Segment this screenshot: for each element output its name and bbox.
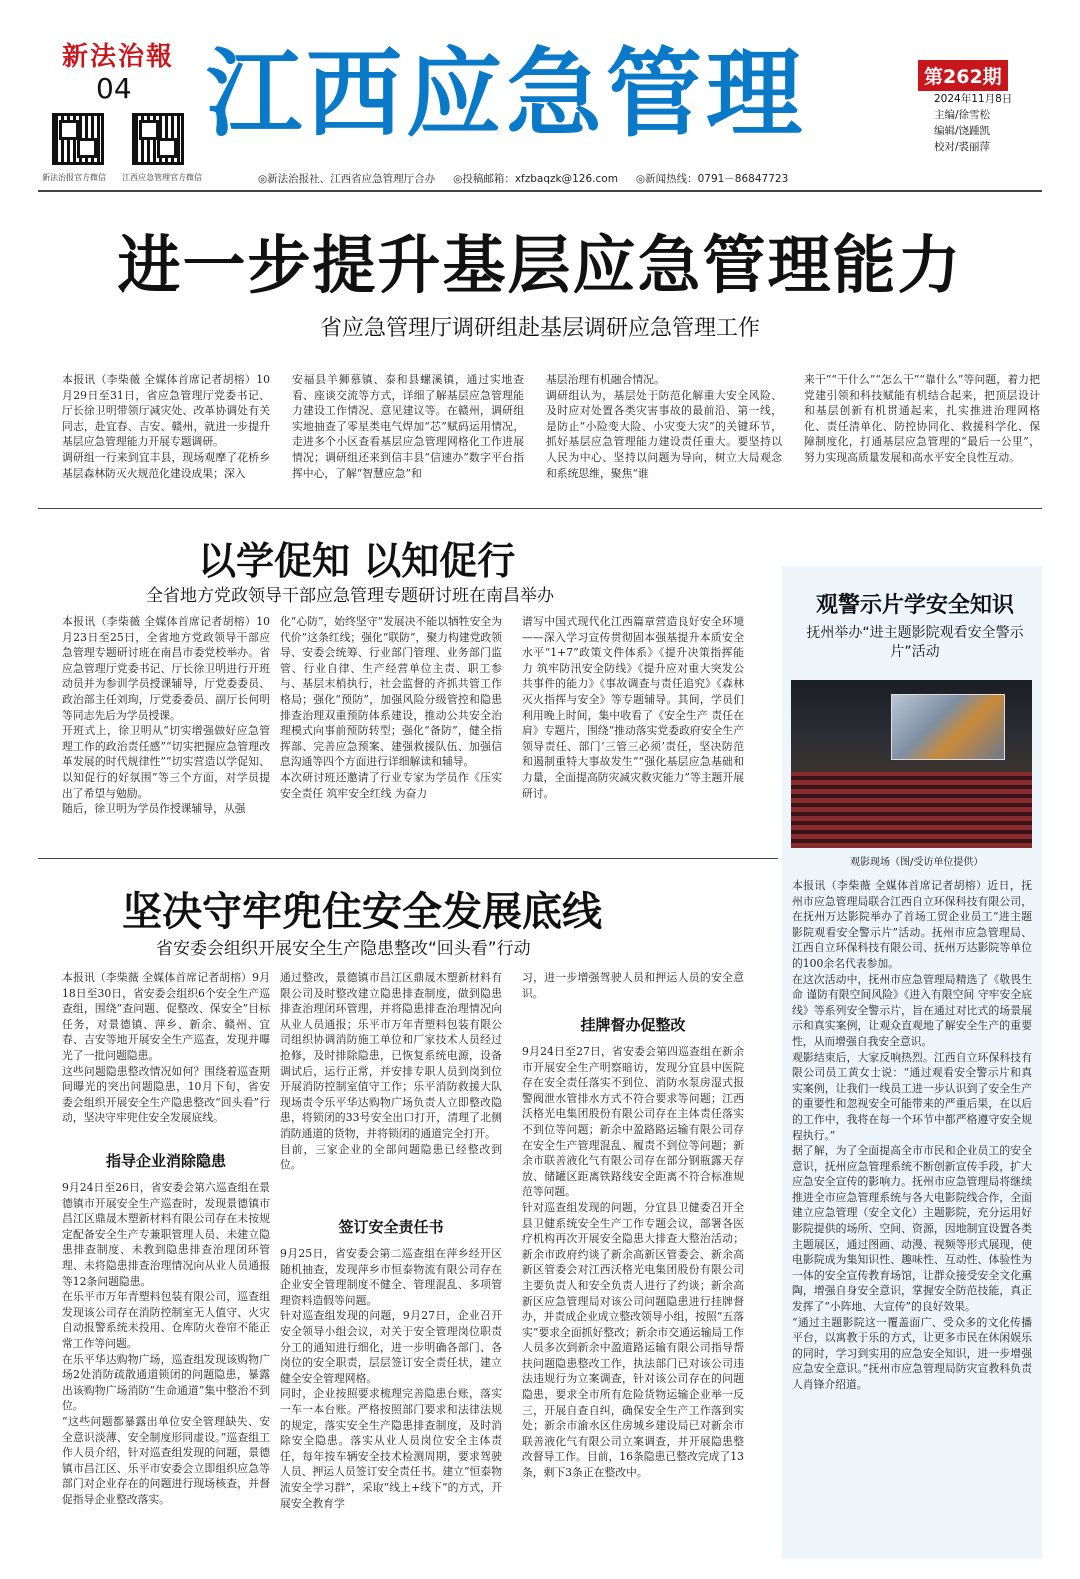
- section-heading: 签订安全责任书: [338, 1218, 444, 1236]
- paper-logo: 新法治報: [62, 42, 175, 72]
- qr-caption: 新法治报官方微信: [42, 173, 106, 182]
- info-email: ◎投稿邮箱：xfzbaqzk@126.com: [453, 173, 618, 185]
- qr-code-icon: [52, 113, 104, 165]
- issue-badge: 第262期: [918, 60, 1008, 91]
- article1-headline: 进一步提升基层应急管理能力: [117, 229, 963, 302]
- article1-column: 基层治理有机融合情况。 调研组认为，基层处于防范化解重大安全风险、及时应对处置各类灾害事故的最前沿、第一线，是防止“小险变大险、小灾变大灾”的关键环节，抓好基层应急管理能力建设责任重大。要坚持以人民为中心、坚持以问题为导向，树立大局观念和系统思维，聚焦“谁: [546, 373, 782, 480]
- article3-column: 通过整改，景德镇市昌江区鼎晟木塑新材料有限公司及时整改建立隐患排查制度，做到隐患排查治理闭环管理，并将隐患排查治理情况向从业人员通报；乐平市万年青塑料包装有限公司组织协调消防施工单位和厂家技术人员经过抢修，及时排除隐患，已恢复系统电源，设备调试后，运行正常，并安排专职人员到岗到位开展消防控制室值守工作；乐平消防救援大队现场责令乐平华达购物广场负责人立即整改隐患，将锁闭的33号安全出口打开，清理了北侧消防通道的货物，并将锁闭的通道完全打开。 目前，三家企业的全部问题隐患已经整改到位。: [280, 971, 502, 1172]
- article1-column: 安福县羊狮慕镇、泰和县螺溪镇，通过实地查看、座谈交流等方式，详细了解基层应急管理能力建设工作情况、意见建议等。在赣州，调研组实地抽查了零星类电气焊加“芯”赋码运用情况，走进多个小区查看基层应急管理网格化工作进展情况；调研组还来到信丰县“信速办”数字平台指挥中心，了解“智慧应急”和: [292, 373, 524, 480]
- article1-subhead: 省应急管理厅调研组赴基层调研应急管理工作: [319, 316, 760, 341]
- article3-headline: 坚决守牢兜住安全发展底线: [122, 888, 602, 935]
- cinema-screen: [891, 694, 1005, 760]
- section-divider: [38, 858, 778, 859]
- article1-column: 来干”“干什么”“怎么干”“靠什么”等问题，着力把党建引领和科技赋能有机结合起来，把顶层设计和基层创新有机贯通起来，扎实推进治理网格化、责任清单化、防控协同化、救援科学化、保障制度化，打通基层应急管理的“最后一公里”，努力实现高质量发展和高水平安全良性互动。: [804, 373, 1040, 464]
- qr-code-icon: [132, 113, 184, 165]
- article3-column: 习，进一步增强驾驶人员和押运人员的安全意识。: [522, 971, 744, 1000]
- editor-chief: 主编/徐雪松: [934, 109, 991, 121]
- info-hotline: ◎新闻热线：0791－86847723: [635, 173, 789, 185]
- section-heading: 指导企业消除隐患: [105, 1152, 226, 1170]
- article3-column: 9月24日至27日，省安委会第四巡查组在新余市开展安全生产明察暗访，发现分宜县中医院存在安全责任落实不到位、消防水泵房湿式报警阀泄水管排水方式不符合要求等问题；江西沃格光电集团股份有限公司存在主体责任落实不到位等问题；新余中盈路路运输有限公司存在安全生产管理混乱、履责不到位等问题；新余市联善液化气有限公司存在部分钢瓶露天存放、储罐区距离铁路线安全距离不符合标准规范等问题。 针对巡查组发现的问题，分宜县卫健委召开全县卫健系统安全生产工作专题会议，部署各医疗机构再次开展安全隐患大排查大整治活动；新余市政府约谈了新余高新区管委会、新余高新区管委会对江西沃格光电集团股份有限公司主要负责人和安全负责人进行了约谈；新余高新区应急管理局对该公司问题隐患进行挂牌督办，并责成企业成立整改领导小组，按照“五落实”要求全面抓好整改；新余市交通运输局工作人员多次到新余中盈道路运输有限公司指导帮扶问题隐患整改工作，执法部门已对该公司违法违规行为立案调查，针对该公司存在的问题隐患，要求全市所有危险货物运输企业举一反三，开展自查自纠，确保安全生产工作落到实处；新余市渝水区住房城乡建设局已对新余市联善液化气有限公司立案调查，并开展隐患整改督导工作。目前，16条隐患已整改完成了13条，剩下3条正在整改中。: [522, 1045, 744, 1480]
- article3-column: 9月25日，省安委会第二巡查组在萍乡经开区随机抽查，发现萍乡市恒泰物流有限公司存在企业安全管理制度不健全、管理混乱、多项管理资料造假等问题。 针对巡查组发现的问题，9月27日，企业召开安全领导小组会议，对关于安全管理岗位职责分工的通知进行细化，进一步明确各部门、各岗位的安全职责，层层签订安全责任状，建立健全安全管理网格。 同时，企业按照要求梳理完善隐患台账，落实一车一本台账。严格按照部门要求和法律法规的规定，落实安全生产隐患排查制度，及时消除安全隐患。落实从业人员岗位安全主体责任，每年按车辆安全技术检测周期，要求驾驶人员、押运人员签订安全责任书。建立“恒泰物流安全学习群”，采取“线上+线下”的方式，开展安全教育学: [280, 1247, 502, 1510]
- cinema-seats: [791, 772, 1032, 848]
- article1-column: 本报讯（李柴薇 全媒体首席记者胡榕）10月29日至31日，省应急管理厅党委书记、厅长徐卫明带领厅减灾处、改革协调处有关同志，赴宜春、吉安、赣州，就进一步提升基层应急管理能力开展专题调研。 调研组一行来到宜丰县，现场观摩了花桥乡基层森林防灭火规范化建设成果；深入: [62, 373, 270, 480]
- photo-caption: 观影现场（图/受访单位提供）: [850, 857, 984, 868]
- masthead-title: 江西应急管理: [206, 37, 806, 150]
- sidebar-headline: 观警示片学安全知识: [815, 593, 1014, 618]
- article2-subhead: 全省地方党政领导干部应急管理专题研讨班在南昌举办: [146, 586, 554, 606]
- proofreader: 校对/裘丽萍: [934, 141, 991, 153]
- article2-column: 本报讯（李柴薇 全媒体首席记者胡榕）10月23日至25日，全省地方党政领导干部应急管理专题研讨班在南昌市委党校举办。省应急管理厅党委书记、厅长徐卫明进行开班动员并为参训学员授课辅导，厅党委委员、政治部主任刘珣，厅党委委员、副厅长何明等同志先后为学员授课。 开班式上，徐卫明从“切实增强做好应急管理工作的政治责任感”“切实把握应急管理改革发展的时代规律性”“切实营造以学促知、以知促行的好氛围”等三个方面，对学员提出了希望与勉励。 随后，徐卫明为学员作授课辅导，从强: [62, 615, 270, 816]
- article3-subhead: 省安委会组织开展安全生产隐患整改“回头看”行动: [156, 939, 531, 959]
- masthead-infobar: [258, 171, 828, 186]
- sidebar-body: 本报讯（李柴薇 全媒体首席记者胡榕）近日，抚州市应急管理局联合江西自立环保科技有限公司，在抚州万达影院举办了首场工贸企业员工“进主题影院观看安全警示片”活动。抚州市应急管理局、江西自立环保科技有限公司、抚州万达影院等单位的100余名代表参加。 在这次活动中，抚州市应急管理局精选了《敬畏生命 谨防有限空间风险》《进入有限空间 守牢安全底线》等系列安全警示片，旨在通过对比式的场景展示和真实案例，让观众直观地了解安全生产的重要性，从而增强自我安全意识。 观影结束后，大家反响热烈。江西自立环保科技有限公司员工黄女士说：“通过观看安全警示片和真实案例，让我们一线员工进一步认识到了安全生产的重要性和忽视安全可能带来的严重后果，在以后的工作中，我将在每一个环节中都严格遵守安全规程执行。” 据了解，为了全面提高全市市民和企业员工的安全意识，抚州应急管理系统不断创新宣传手段，扩大应急安全宣传的影响力。抚州市应急管理局将继续推进全市应急管理系统与各大电影院线合作，全面建立应急管理（安全文化）主题影院，充分运用好影院提供的场所、空间、资源，因地制宜设置各类主题展区，通过图画、动漫、视频等形式展现，使电影院成为集知识性、趣味性、互动性、体验性为一体的安全宣传教育场馆，让群众接受安全文化熏陶，增强自身安全意识，掌握安全防范技能，真正发挥了“小阵地、大宣传”的良好效果。 “通过主题影院这一覆盖面广、受众多的文化传播平台，以寓教于乐的方式，让更多市民在休闲娱乐的同时，学习到实用的应急安全知识，进一步增强应急安全意识。”抚州市应急管理局防灾宣教科负责人肖锋介绍道。: [792, 879, 1032, 1391]
- issue-date: 2024年11月8日: [934, 93, 1013, 105]
- info-publisher: ◎新法治报社、江西省应急管理厅合办: [258, 173, 436, 185]
- article3-column: 9月24日至26日，省安委会第六巡查组在景德镇市开展安全生产巡查时，发现景德镇市昌江区鼎晟木塑新材料有限公司存在未按规定配备安全生产专兼职管理人员、未建立隐患排查制度、未教到隐患排查治理闭环管理、未将隐患排查治理情况向从业人员通报等12条问题隐患。 在乐平市万年青塑料包装有限公司，巡查组发现该公司存在消防控制室无人值守、火灾自动报警系统未投用、仓库防火卷帘不能正常工作等问题。 在乐平华达购物广场，巡查组发现该购物广场2处消防疏散通道锁闭的问题隐患，暴露出该购物广场消防“生命通道”集中整治不到位。 “这些问题都暴露出单位安全管理缺失、安全意识淡薄、安全制度形同虚设。”巡查组工作人员介绍，针对巡查组发现的问题，景德镇市昌江区、乐平市安委会立即组织应急等部门对企业存在的问题进行现场核查，并督促指导企业整改落实。: [62, 1181, 270, 1506]
- cinema-photo: [791, 680, 1032, 848]
- qr-caption: 江西应急管理官方微信: [122, 173, 202, 182]
- editor: 编辑/饶踵凯: [934, 125, 991, 137]
- section-divider: [38, 508, 1042, 509]
- article2-headline: 以学促知 以知促行: [198, 538, 516, 583]
- section-heading: 挂牌督办促整改: [580, 1016, 686, 1034]
- article2-column: 谱写中国式现代化江西篇章营造良好安全环境——深入学习宣传贯彻固本强基提升本质安全水平“1+7”政策文件体系》《提升决策指挥能力 筑牢防汛安全防线》《提升应对重大突发公共事件的能力》《事故调查与责任追究》《森林灭火指挥与安全》等专题辅导。其间，学员们利用晚上时间，集中收看了《安全生产 责任在肩》专题片，围绕“推动落实党委政府安全生产领导责任、部门‘三管三必须’责任，坚决防范和遏制重特大事故发生”“强化基层应急基础和力量，全面提高防灾减灾救灾能力”等主题开展研讨。: [522, 615, 744, 800]
- page-number: 04: [96, 72, 132, 105]
- article2-column: 化“心防”，始终坚守“发展决不能以牺牲安全为代价”这条红线；强化“联防”，聚力构建党政领导、安委会统筹、行业部门管理、业务部门监管、行业自律、生产经营单位主责、职工参与、基层末梢执行，社会监督的齐抓共管工作格局；强化“预防”，加强风险分级管控和隐患排查治理双重预防体系建设，推动公共安全治理模式向事前预防转型；强化“备防”，健全指挥部、完善应急预案、建强救援队伍、加强信息沟通等四个方面进行详细解读和辅导。 本次研讨班还邀请了行业专家为学员作《压实安全责任 筑牢安全红线 为奋力: [280, 615, 502, 800]
- sidebar-subhead: 抚州举办“进主题影院观看安全警示片”活动: [806, 625, 1024, 660]
- article3-column: 本报讯（李柴薇 全媒体首席记者胡榕）9月18日至30日，省安委会组织6个安全生产巡查组，围绕“查问题、促整改、保安全”目标任务，对景德镇、萍乡、新余、赣州、宜春、吉安等地开展安全生产巡查，发现并曝光了一批问题隐患。 这些问题隐患整改情况如何？围绕着巡查期间曝光的突出问题隐患，10月下旬，省安委会组织开展安全生产隐患整改“回头看”行动，坚决守牢兜住安全发展底线。: [62, 971, 270, 1125]
- masthead-divider: [38, 190, 1042, 192]
